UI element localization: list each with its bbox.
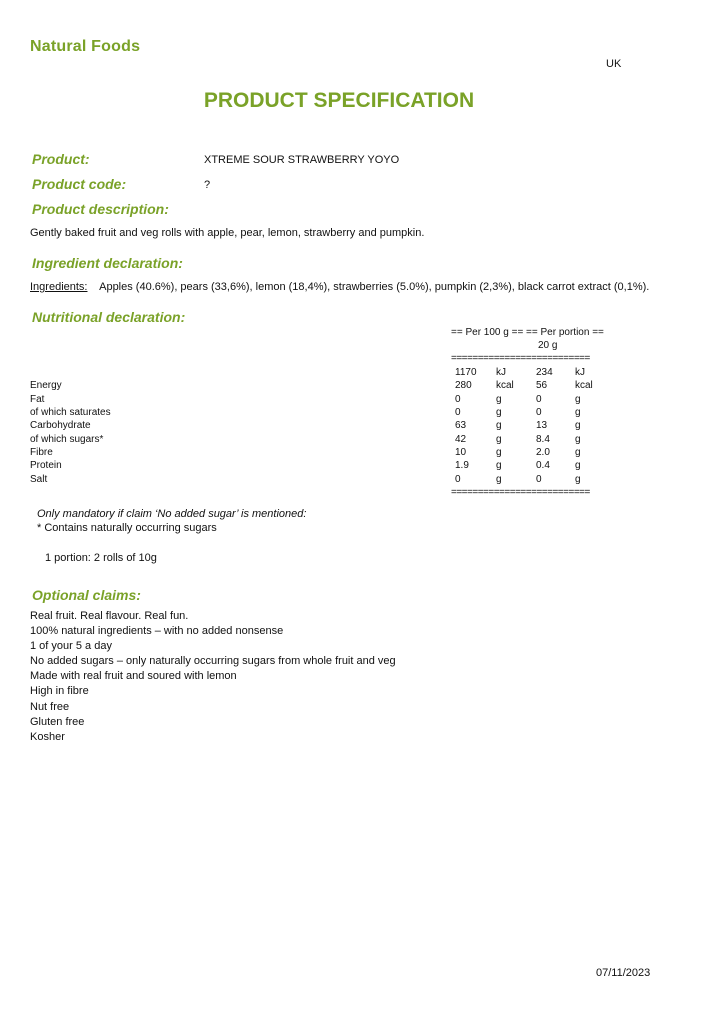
product-value: XTREME SOUR STRAWBERRY YOYO <box>204 154 400 166</box>
nutrition-cell-u100: g <box>496 433 502 445</box>
nutrition-cell-name: Carbohydrate <box>30 420 91 432</box>
nutrition-cell-u100: g <box>496 447 502 459</box>
nutrition-header-line1: == Per 100 g == == Per portion == <box>451 327 604 338</box>
nutrition-row <box>0 434 720 447</box>
nutrition-cell-u100: g <box>496 420 502 432</box>
nutrition-row <box>0 460 720 473</box>
claim-item: Made with real fruit and soured with lemon <box>30 670 237 683</box>
claim-item: No added sugars – only naturally occurring sugars from whole fruit and veg <box>30 655 396 668</box>
product-code-label: Product code: <box>32 176 127 192</box>
product-description-label: Product description: <box>32 201 169 217</box>
claim-item: Gluten free <box>30 715 85 728</box>
nutrition-cell-u100: g <box>496 407 502 419</box>
nutrition-cell-up: g <box>575 407 581 419</box>
ingredients-text: Apples (40.6%), pears (33,6%), lemon (18,4%), strawberries (5.0%), pumpkin (2,3%), black carrot extract (0,1%). <box>99 281 650 293</box>
claim-item: 1 of your 5 a day <box>30 640 112 653</box>
nutrition-row <box>0 394 720 407</box>
nutrition-cell-vp: 0 <box>536 473 542 485</box>
nutrition-row <box>0 367 720 380</box>
nutrition-cell-name: Energy <box>30 380 62 392</box>
nutrition-cell-v100: 0 <box>455 393 461 405</box>
nutrition-row <box>0 474 720 487</box>
claim-item: Kosher <box>30 730 65 743</box>
claim-item: 100% natural ingredients – with no added nonsense <box>30 625 284 638</box>
nutrition-cell-up: g <box>575 473 581 485</box>
optional-claims-list <box>30 609 396 745</box>
nutrition-cell-u100: kJ <box>496 367 506 378</box>
brand-logo: Natural Foods <box>30 38 141 55</box>
asterisk-note: * Contains naturally occurring sugars <box>37 522 217 534</box>
nutrition-row <box>0 407 720 420</box>
nutrition-cell-up: g <box>575 433 581 445</box>
nutrition-cell-v100: 0 <box>455 473 461 485</box>
nutrition-cell-v100: 10 <box>455 447 467 459</box>
country-code: UK <box>606 58 622 70</box>
nutrition-cell-vp: 2.0 <box>536 447 550 459</box>
nutrition-cell-name: Fibre <box>30 447 53 459</box>
nutrition-cell-name: of which saturates <box>30 407 111 419</box>
nutrition-cell-v100: 42 <box>455 433 467 445</box>
nutrition-cell-vp: 234 <box>536 367 553 378</box>
nutrition-cell-u100: g <box>496 460 502 472</box>
nutrition-row <box>0 420 720 433</box>
nutrition-cell-v100: 0 <box>455 407 461 419</box>
document-date: 07/11/2023 <box>596 967 651 979</box>
nutrition-cell-name: Fat <box>30 393 45 405</box>
nutrition-cell-vp: 0 <box>536 393 542 405</box>
nutrition-cell-v100: 1170 <box>455 367 477 378</box>
product-code-value: ? <box>204 179 211 191</box>
nutrition-cell-up: g <box>575 460 581 472</box>
nutrition-cell-v100: 63 <box>455 420 467 432</box>
claim-item: High in fibre <box>30 685 89 698</box>
nutrition-cell-vp: 56 <box>536 380 548 392</box>
product-label: Product: <box>32 151 90 167</box>
portion-note: 1 portion: 2 rolls of 10g <box>45 552 157 564</box>
mandatory-note: Only mandatory if claim ‘No added sugar’ is mentioned: <box>37 508 307 520</box>
ingredient-declaration-heading: Ingredient declaration: <box>32 255 183 271</box>
nutrition-header-line2: 20 g <box>538 340 558 351</box>
nutrition-row <box>0 380 720 393</box>
nutrition-cell-u100: kcal <box>496 380 514 392</box>
nutrition-cell-up: kcal <box>575 380 593 392</box>
nutritional-declaration-heading: Nutritional declaration: <box>32 309 186 325</box>
nutrition-separator-bottom: ========================== <box>451 487 590 498</box>
nutrition-row <box>0 447 720 460</box>
nutrition-cell-name: Salt <box>30 473 48 485</box>
nutrition-cell-up: g <box>575 447 581 459</box>
ingredients-label: Ingredients: <box>30 281 88 293</box>
claim-item: Nut free <box>30 700 70 713</box>
nutrition-cell-u100: g <box>496 393 502 405</box>
nutrition-cell-u100: g <box>496 473 502 485</box>
nutrition-cell-name: Protein <box>30 460 62 472</box>
nutrition-cell-up: g <box>575 420 581 432</box>
optional-claims-heading: Optional claims: <box>32 587 141 603</box>
claim-item: Real fruit. Real flavour. Real fun. <box>30 610 189 622</box>
page-title: PRODUCT SPECIFICATION <box>203 89 475 112</box>
nutrition-cell-v100: 1.9 <box>455 460 469 472</box>
ingredients-line <box>30 281 649 293</box>
nutrition-cell-v100: 280 <box>455 380 472 392</box>
product-description-text: Gently baked fruit and veg rolls with apple, pear, lemon, strawberry and pumpkin. <box>30 227 425 239</box>
nutrition-cell-up: kJ <box>575 367 585 378</box>
nutrition-cell-vp: 0.4 <box>536 460 550 472</box>
nutrition-separator-top: ========================== <box>451 353 590 364</box>
nutrition-cell-vp: 0 <box>536 407 542 419</box>
nutrition-cell-up: g <box>575 393 581 405</box>
nutrition-cell-name: of which sugars* <box>30 433 104 445</box>
nutrition-cell-vp: 13 <box>536 420 548 432</box>
nutrition-cell-vp: 8.4 <box>536 433 550 445</box>
